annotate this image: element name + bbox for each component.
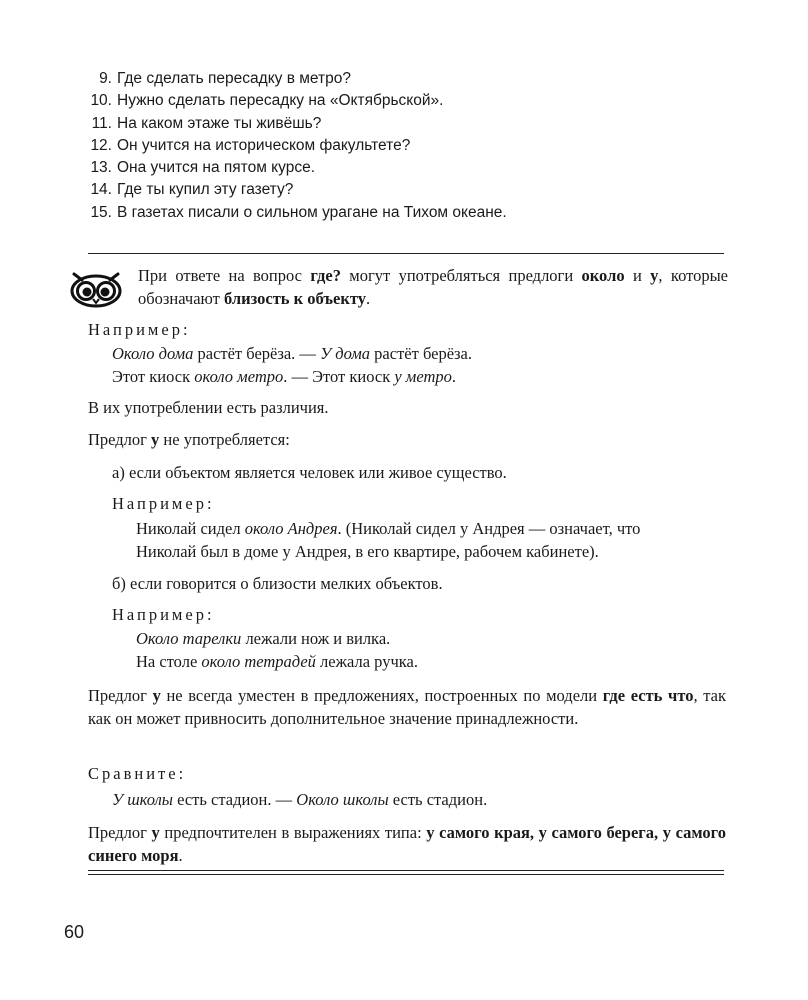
bold-text: у самого края, у самого берега, у самого синего моря — [88, 823, 726, 865]
rule-note — [138, 264, 728, 310]
bold-text: где есть что — [602, 686, 694, 705]
text: не всегда уместен в предложениях, построенных по модели — [160, 686, 603, 705]
list-item — [86, 90, 746, 112]
example-line — [136, 517, 640, 540]
example-line: Николай был в доме у Андрея, в его квартире, рабочем кабинете). — [136, 542, 599, 561]
example-line — [112, 365, 456, 388]
italic-text: Около школы — [296, 790, 389, 809]
italic-text: около Андрея — [244, 519, 338, 538]
text: растёт берёза. — — [193, 344, 321, 363]
text: не употребляется: — [159, 430, 290, 449]
example-line — [112, 788, 487, 811]
paragraph — [88, 821, 726, 867]
item-number: 14. — [90, 181, 112, 199]
text: . — [178, 846, 183, 865]
italic-text: Около дома — [112, 344, 194, 363]
list-item — [86, 68, 746, 90]
paragraph — [88, 428, 290, 451]
text: , так как он может привносить дополнительное значение принадлежности. — [88, 686, 726, 728]
text: есть стадион. — — [172, 790, 297, 809]
italic-text: Около тарелки — [136, 629, 242, 648]
page-number: 60 — [64, 922, 85, 942]
text: Предлог — [88, 686, 153, 705]
text: предпочтителен в выражениях типа: — [159, 823, 427, 842]
bold-text: где? — [310, 266, 341, 285]
example-label: Например: — [112, 605, 215, 624]
italic-text: У дома — [320, 344, 371, 363]
italic-text: около метро — [194, 367, 284, 386]
list-item — [86, 157, 746, 179]
text: Предлог — [88, 430, 152, 449]
list-item — [86, 202, 746, 224]
divider-bottom — [88, 870, 724, 871]
example-label: Например: — [88, 320, 191, 339]
bold-text: у — [151, 823, 160, 842]
divider-bottom — [88, 874, 724, 875]
text: При ответе на вопрос — [138, 266, 311, 285]
italic-text: у метро — [394, 367, 452, 386]
case-item: а) если объектом является человек или живое существо. — [112, 463, 507, 482]
item-text: Нужно сделать пересадку на «Октябрьской». — [117, 92, 444, 110]
bold-text: у — [151, 430, 160, 449]
item-number: 15. — [90, 203, 112, 221]
item-number: 12. — [90, 136, 112, 154]
item-text: Где ты купил эту газету? — [117, 181, 294, 199]
text: На столе — [136, 652, 202, 671]
divider-top — [88, 253, 724, 254]
item-number: 9. — [99, 70, 112, 87]
paragraph — [88, 684, 726, 730]
example-label: Например: — [112, 494, 215, 513]
compare-label: Сравните: — [88, 764, 187, 783]
item-text: Она учится на пятом курсе. — [117, 159, 316, 177]
text: и — [624, 266, 651, 285]
owl-icon — [70, 268, 122, 308]
item-number: 11. — [91, 114, 112, 132]
text: растёт берёза. — [370, 344, 472, 363]
item-text: Он учится на историческом факультете? — [117, 136, 411, 154]
italic-text: У школы — [112, 790, 173, 809]
italic-text: около тетрадей — [201, 652, 316, 671]
example-line — [112, 342, 472, 365]
bold-text: около — [581, 266, 625, 285]
item-number: 10. — [90, 92, 112, 110]
list-item — [86, 179, 746, 201]
item-text: Где сделать пересадку в метро? — [117, 70, 351, 87]
text: . — [451, 367, 456, 386]
text: . — [365, 289, 371, 308]
text: лежали нож и вилка. — [241, 629, 391, 648]
list-item — [86, 113, 746, 135]
text: Этот киоск — [112, 367, 195, 386]
question-list — [86, 68, 746, 224]
item-number: 13. — [90, 159, 112, 177]
case-item: б) если говорится о близости мелких объектов. — [112, 574, 443, 593]
paragraph: В их употреблении есть различия. — [88, 398, 329, 417]
bold-text: близость к объекту — [223, 289, 366, 308]
item-text: В газетах писали о сильном урагане на Тихом океане. — [117, 203, 507, 221]
text: могут употребляться предлоги — [340, 266, 582, 285]
text: . — Этот киоск — [283, 367, 395, 386]
text: лежала ручка. — [315, 652, 418, 671]
bold-text: у — [152, 686, 161, 705]
example-line — [136, 627, 390, 650]
text: . (Николай сидел у Андрея — означает, что — [337, 519, 641, 538]
text: есть стадион. — [388, 790, 488, 809]
text: Предлог — [88, 823, 152, 842]
item-text: На каком этаже ты живёшь? — [117, 114, 322, 132]
text: , которые обозначают — [138, 266, 728, 308]
bold-text: у — [650, 266, 659, 285]
text: Николай сидел — [136, 519, 245, 538]
example-line — [136, 650, 418, 673]
list-item — [86, 135, 746, 157]
